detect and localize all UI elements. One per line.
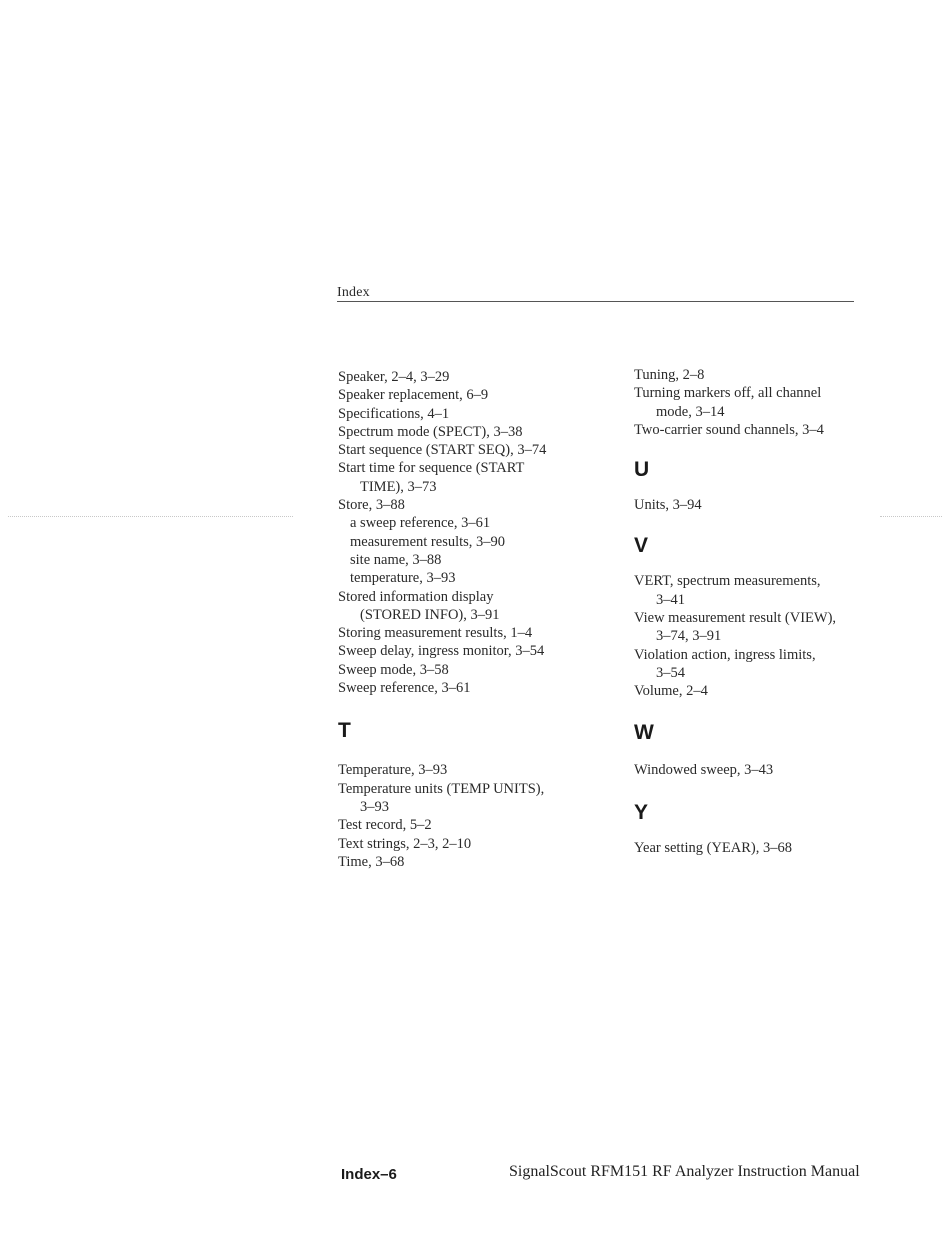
index-entry-text: Store, 3–88 (338, 497, 405, 514)
index-entry (338, 588, 598, 625)
index-entry-continuation: 3–74, 3–91 (656, 628, 722, 645)
footer-page-number: Index–6 (341, 1166, 397, 1183)
footer-manual-title: SignalScout RFM151 RF Analyzer Instruction Manual (509, 1163, 860, 1180)
index-entry-text: a sweep reference, 3–61 (350, 515, 491, 532)
running-head-title: Index (337, 285, 370, 300)
index-entry (338, 761, 598, 779)
index-entry-text: Storing measurement results, 1–4 (338, 625, 533, 642)
index-entry (338, 441, 598, 459)
index-group-s (338, 368, 598, 697)
index-entry-text: Turning markers off, all channel (634, 385, 822, 402)
index-entry-continuation: (STORED INFO), 3–91 (360, 606, 500, 623)
section-letter-y: Y (634, 800, 649, 824)
index-entry (338, 780, 598, 817)
section-letter-t: T (338, 719, 351, 743)
index-group-w (634, 761, 874, 779)
index-entry (338, 533, 598, 551)
index-entry (634, 496, 874, 514)
index-entry-text: Text strings, 2–3, 2–10 (338, 835, 472, 852)
index-entry-text: Spectrum mode (SPECT), 3–38 (338, 423, 523, 440)
index-entry (338, 569, 598, 587)
index-entry (634, 646, 874, 683)
index-entry-text: site name, 3–88 (350, 551, 442, 568)
index-entry-continuation: 3–93 (360, 798, 389, 815)
index-entry (634, 366, 874, 384)
index-entry (634, 384, 874, 421)
index-entry (634, 682, 874, 700)
index-left-column (338, 368, 598, 871)
left-margin-dots (8, 516, 293, 517)
index-entry-text: Time, 3–68 (338, 853, 405, 870)
index-entry-text: Two-carrier sound channels, 3–4 (634, 421, 824, 438)
index-entry (634, 609, 874, 646)
index-entry (338, 386, 598, 404)
index-entry (634, 572, 874, 609)
index-entry-text: VERT, spectrum measurements, (634, 573, 821, 590)
index-entry-text: Units, 3–94 (634, 497, 702, 514)
section-letter-w: W (634, 720, 654, 744)
index-entry-text: Tuning, 2–8 (634, 367, 705, 383)
index-entry-text: Stored information display (338, 588, 494, 605)
index-entry (338, 551, 598, 569)
index-right-column (634, 366, 874, 857)
index-group-u (634, 496, 874, 514)
right-margin-dots (880, 516, 942, 517)
index-entry (338, 423, 598, 441)
index-group-y (634, 839, 874, 857)
index-entry-text: temperature, 3–93 (350, 570, 456, 587)
index-entry-continuation: mode, 3–14 (656, 403, 725, 420)
index-entry (338, 624, 598, 642)
index-entry (338, 459, 598, 496)
index-entry (338, 405, 598, 423)
index-entry-text: Start sequence (START SEQ), 3–74 (338, 442, 547, 459)
index-entry (338, 835, 598, 853)
index-entry-text: Speaker, 2–4, 3–29 (338, 369, 450, 385)
index-entry (338, 496, 598, 514)
index-entry-continuation: TIME), 3–73 (360, 478, 437, 495)
index-entry (634, 761, 874, 779)
index-entry (338, 853, 598, 871)
index-group-v (634, 572, 874, 700)
index-entry-text: Speaker replacement, 6–9 (338, 387, 489, 404)
index-entry-text: Temperature units (TEMP UNITS), (338, 780, 545, 797)
header-rule (337, 301, 854, 302)
index-entry-text: Violation action, ingress limits, (634, 646, 816, 663)
index-entry-text: Specifications, 4–1 (338, 405, 450, 422)
index-entry (338, 679, 598, 697)
index-entry (338, 642, 598, 660)
index-entry-text: Start time for sequence (START (338, 460, 525, 477)
index-entry-continuation: 3–41 (656, 591, 685, 608)
index-entry-text: Test record, 5–2 (338, 817, 432, 834)
index-entry-text: Volume, 2–4 (634, 683, 708, 700)
index-entry (634, 839, 874, 857)
index-entry-text: Sweep delay, ingress monitor, 3–54 (338, 643, 545, 660)
index-group-t (338, 761, 598, 871)
index-entry-continuation: 3–54 (656, 664, 685, 681)
index-entry-text: Sweep reference, 3–61 (338, 680, 471, 697)
index-entry (338, 816, 598, 834)
index-entry-text: measurement results, 3–90 (350, 533, 506, 550)
index-entry (338, 514, 598, 532)
index-entry-text: View measurement result (VIEW), (634, 610, 837, 627)
index-entry-text: Sweep mode, 3–58 (338, 661, 449, 678)
section-letter-u: U (634, 458, 650, 482)
index-entry (338, 661, 598, 679)
section-letter-v: V (634, 534, 649, 558)
index-group-t-cont (634, 366, 874, 439)
index-entry-text: Year setting (YEAR), 3–68 (634, 839, 793, 856)
index-entry (338, 368, 598, 386)
index-entry-text: Windowed sweep, 3–43 (634, 761, 774, 778)
index-entry (634, 421, 874, 439)
index-entry-text: Temperature, 3–93 (338, 762, 448, 779)
